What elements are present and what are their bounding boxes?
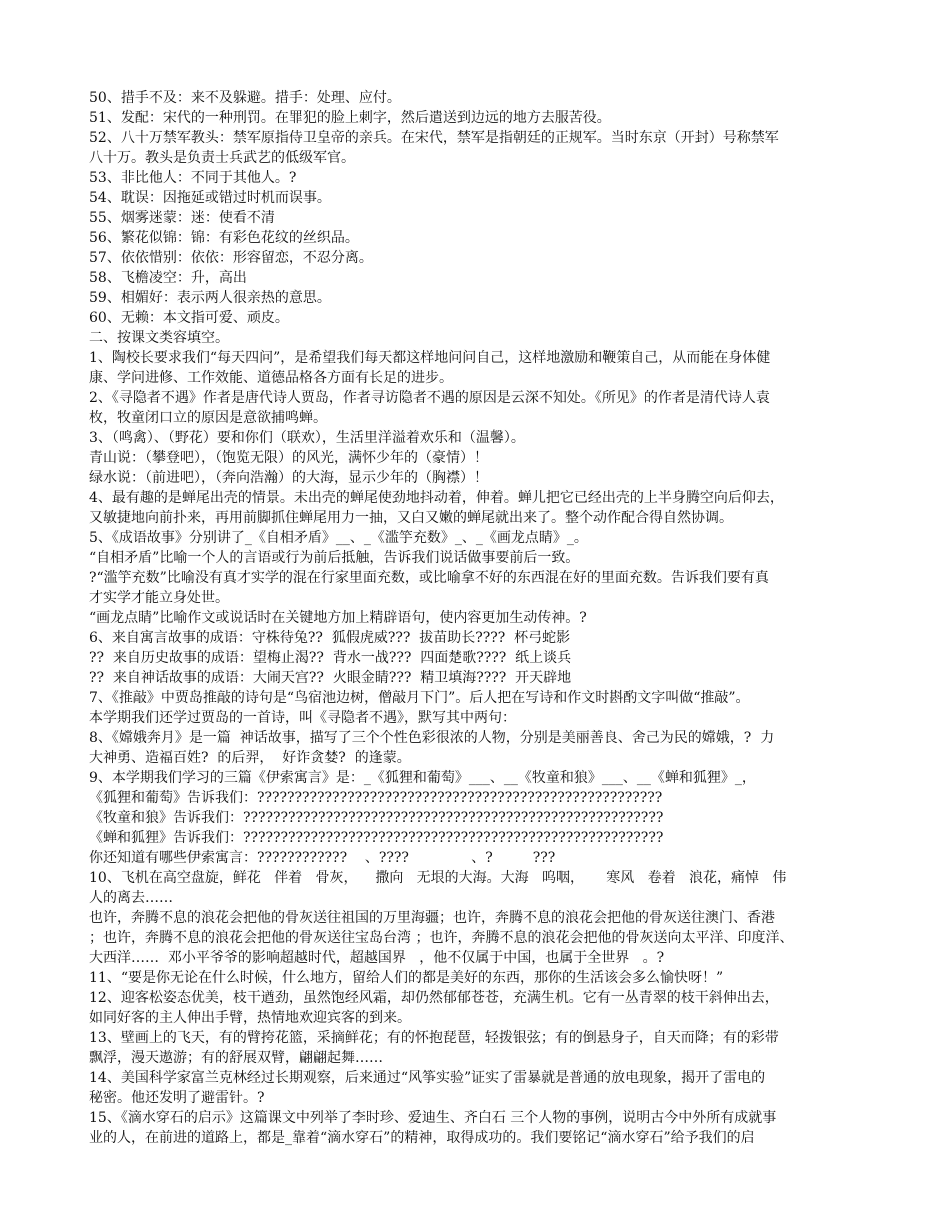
text-line: 7、《推敲》中贾岛推敲的诗句是“鸟宿池边树，僧敲月下门”。后人把在写诗和作文时斟酌文字叫做“推敲”。 [89,690,750,706]
text-line: 八十万。教头是负责士兵武艺的低级军官。 [89,150,355,166]
text-line: 《蝉和狐狸》告诉我们：???????????????????????????????????????????????????????? [89,830,664,846]
text-line: 大西洋…… 邓小平爷爷的影响超越时代，超越国界 ，他不仅属于中国，也属于全世界 。? [89,950,665,966]
text-line: 15、《滴水穿石的启示》这篇课文中列举了李时珍、爱迪生、齐白石 三个人物的事例，说明古今中外所有成就事 [89,1110,777,1126]
text-line: ；也许，奔腾不息的浪花会把他的骨灰送往宝岛台湾 ；也许，奔腾不息的浪花会把他的骨灰送向太平洋、印度洋、 [89,930,794,946]
text-line: 又敏捷地向前扑来，再用前脚抓住蝉尾用力一抽，又白又嫩的蝉尾就出来了。整个动作配合得自然协调。 [89,510,733,526]
text-line: 2、《寻隐者不遇》作者是唐代诗人贾岛，作者寻访隐者不遇的原因是云深不知处。《所见》的作者是清代诗人袁 [89,390,770,406]
text-line: ?“滥竽充数”比喻没有真才实学的混在行家里面充数，或比喻拿不好的东西混在好的里面充数。告诉我们要有真 [89,570,769,586]
text-line: 10、飞机在高空盘旋，鲜花 伴着 骨灰， 撒向 无垠的大海。大海 呜咽， 寒风 卷着 浪花，痛悼 伟 [89,870,787,886]
text-line: 56、繁花似锦：锦：有彩色花纹的丝织品。 [89,230,359,246]
text-line: 飘浮，漫天遨游；有的舒展双臂，翩翩起舞…… [89,1050,383,1066]
text-line: 5、《成语故事》分别讲了_《自相矛盾》__、_《滥竽充数》_、_《画龙点睛》_。 [89,530,588,546]
text-line: ?? 来自神话故事的成语：大闹天宫?? 火眼金睛??? 精卫填海???? 开天辟地 [89,670,572,686]
text-line: 54、耽误：因拖延或错过时机而误事。 [89,190,331,206]
text-line: 9、本学期我们学习的三篇《伊索寓言》是：_《狐狸和葡萄》___、__《牧童和狼》___、__《蝉和狐狸》_， [89,770,756,786]
text-line: 你还知道有哪些伊索寓言：???????????? 、???? 、? ??? [89,850,556,866]
text-line: 50、措手不及：来不及躲避。措手：处理、应付。 [89,90,401,106]
text-line: 大神勇、造福百姓? 的后羿， 好诈贪婪? 的逢蒙。 [89,750,411,766]
text-line: 1、陶校长要求我们“每天四问”，是希望我们每天都这样地问问自己，这样地激励和鞭策自己，从而能在身体健 [89,350,771,366]
text-line: 才实学才能立身处世。 [89,590,229,606]
text-line: 如同好客的主人伸出手臂，热情地欢迎宾客的到来。 [89,1010,411,1026]
text-line: 6、来自寓言故事的成语：守株待兔?? 狐假虎威??? 拔苗助长???? 杯弓蛇影 [89,630,571,646]
text-line: 13、壁画上的飞天，有的臂挎花篮，采摘鲜花；有的怀抱琵琶，轻拨银弦；有的倒悬身子，自天而降；有的彩带 [89,1030,779,1046]
text-line: 57、依依惜别：依依：形容留恋，不忍分离。 [89,250,373,266]
text-line: 52、八十万禁军教头：禁军原指侍卫皇帝的亲兵。在宋代，禁军是指朝廷的正规军。当时东京（开封）号称禁军 [89,130,779,146]
text-line: 绿水说：（前进吧），（奔向浩瀚）的大海，显示少年的（胸襟）！ [89,470,488,486]
text-line: 青山说：（攀登吧），（饱览无限）的风光，满怀少年的（豪情）！ [89,450,488,466]
text-line: 55、烟雾迷蒙：迷：使看不清 [89,210,275,226]
text-line: 康、学问进修、工作效能、道德品格各方面有长足的进步。 [89,370,453,386]
text-line: “画龙点睛”比喻作文或说话时在关键地方加上精辟语句，使内容更加生动传神。? [89,610,587,626]
text-line: 《狐狸和葡萄》告诉我们：?????????????????????????????????????????????????????? [89,790,663,806]
text-line: 枚，牧童闭口立的原因是意欲捕鸣蝉。 [89,410,327,426]
text-line: 本学期我们还学过贾岛的一首诗，叫《寻隐者不遇》，默写其中两句： [89,710,516,726]
text-line: ?? 来自历史故事的成语：望梅止渴?? 背水一战??? 四面楚歌???? 纸上谈兵 [89,650,572,666]
text-line: 11、“要是你无论在什么时候，什么地方，留给人们的都是美好的东西，那你的生活该会多么愉快呀！” [89,970,724,986]
text-line: 秘密。他还发明了避雷针。? [89,1090,265,1106]
text-line: 《牧童和狼》告诉我们：???????????????????????????????????????????????????????? [89,810,664,826]
document-page [89,88,864,1148]
text-line: 二、按课文类容填空。 [89,330,229,346]
text-line: 12、迎客松姿态优美，枝干遒劲，虽然饱经风霜，却仍然郁郁苍苍，充满生机。它有一丛青翠的枝干斜伸出去， [89,990,779,1006]
text-line: 59、相媚好：表示两人很亲热的意思。 [89,290,331,306]
text-line: 4、最有趣的是蝉尾出壳的情景。未出壳的蝉尾使劲地抖动着，伸着。蝉儿把它已经出壳的上半身腾空向后仰去， [89,490,784,506]
text-line: 58、飞檐凌空：升，高出 [89,270,247,286]
text-line: 人的离去…… [89,890,173,906]
text-line: 业的人，在前进的道路上，都是_靠着“滴水穿石”的精神，取得成功的。我们要铭记“滴水穿石”给予我们的启 [89,1130,755,1146]
text-line: 60、无赖：本文指可爱、顽皮。 [89,310,289,326]
text-line: 也许，奔腾不息的浪花会把他的骨灰送往祖国的万里海疆；也许，奔腾不息的浪花会把他的骨灰送往澳门、香港 [89,910,775,926]
text-line: 14、美国科学家富兰克林经过长期观察，后来通过“风筝实验”证实了雷暴就是普通的放电现象，揭开了雷电的 [89,1070,766,1086]
text-line: 3、（鸣禽）、（野花）要和你们（联欢），生活里洋溢着欢乐和（温馨）。 [89,430,525,446]
text-line: 53、非比他人：不同于其他人。? [89,170,297,186]
text-line: 8、《嫦娥奔月》是一篇 神话故事，描写了三个个性色彩很浓的人物，分别是美丽善良、舍己为民的嫦娥，? 力 [89,730,775,746]
text-line: “自相矛盾”比喻一个人的言语或行为前后抵触，告诉我们说话做事要前后一致。 [89,550,580,566]
text-line: 51、发配：宋代的一种刑罚。在罪犯的脸上刺字，然后遣送到边远的地方去服苦役。 [89,110,611,126]
